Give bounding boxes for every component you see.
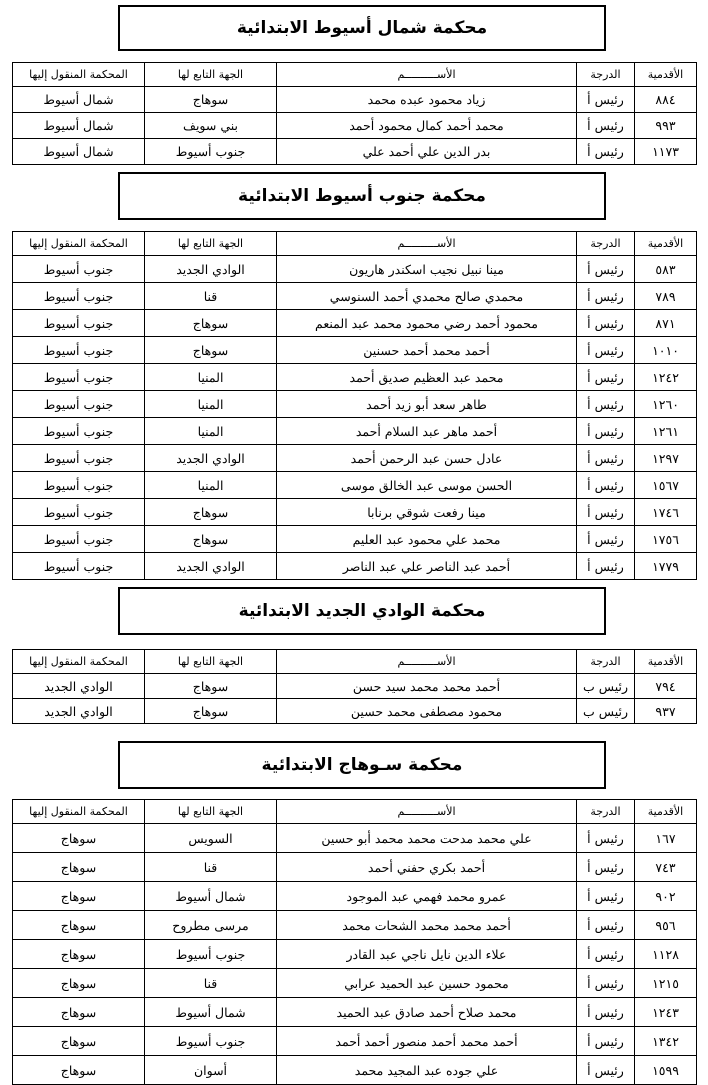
header-grade: الدرجة: [577, 800, 635, 824]
to-cell: جنوب أسيوط: [13, 553, 145, 580]
to-cell: جنوب أسيوط: [13, 445, 145, 472]
seniority-cell: ١٢٩٧: [635, 445, 697, 472]
grade-cell: رئيس أ: [577, 283, 635, 310]
header-grade: الدرجة: [577, 650, 635, 674]
table-row: [13, 445, 697, 472]
header-row: [13, 800, 697, 824]
seniority-cell: ١٢١٥: [635, 969, 697, 998]
section-title-text: محكمة الوادي الجديد الابتدائية: [238, 601, 486, 621]
from-cell: سوهاج: [145, 699, 277, 724]
header-name: الأســــــــــم: [277, 800, 577, 824]
to-cell: سوهاج: [13, 969, 145, 998]
section-title-sohag: [118, 741, 606, 789]
name-cell: أحمد محمد أحمد منصور أحمد أحمد: [277, 1027, 577, 1056]
table-sohag: [12, 799, 697, 1085]
to-cell: الوادي الجديد: [13, 699, 145, 724]
table-row: [13, 1056, 697, 1085]
to-cell: سوهاج: [13, 882, 145, 911]
seniority-cell: ١٥٦٧: [635, 472, 697, 499]
table-row: [13, 940, 697, 969]
seniority-cell: ١٣٤٢: [635, 1027, 697, 1056]
from-cell: سوهاج: [145, 337, 277, 364]
from-cell: قنا: [145, 969, 277, 998]
name-cell: محمد عبد العظيم صديق أحمد: [277, 364, 577, 391]
header-row: [13, 232, 697, 256]
name-cell: محمدي صالح محمدي أحمد السنوسي: [277, 283, 577, 310]
name-cell: مينا نبيل نجيب اسكندر هاريون: [277, 256, 577, 283]
seniority-cell: ١٠١٠: [635, 337, 697, 364]
seniority-cell: ٩٠٢: [635, 882, 697, 911]
header-from: الجهة التابع لها: [145, 232, 277, 256]
grade-cell: رئيس أ: [577, 139, 635, 165]
table-row: [13, 526, 697, 553]
to-cell: جنوب أسيوط: [13, 472, 145, 499]
header-row: [13, 650, 697, 674]
from-cell: جنوب أسيوط: [145, 940, 277, 969]
table-row: [13, 911, 697, 940]
from-cell: المنيا: [145, 418, 277, 445]
header-name: الأســــــــــم: [277, 63, 577, 87]
seniority-cell: ١١٧٣: [635, 139, 697, 165]
header-seniority: الأقدمية: [635, 63, 697, 87]
section-title-north-assiut: [118, 5, 606, 51]
grade-cell: رئيس أ: [577, 445, 635, 472]
name-cell: أحمد بكري حفني أحمد: [277, 853, 577, 882]
grade-cell: رئيس أ: [577, 113, 635, 139]
name-cell: أحمد عبد الناصر علي عبد الناصر: [277, 553, 577, 580]
from-cell: سوهاج: [145, 674, 277, 699]
seniority-cell: ١١٢٨: [635, 940, 697, 969]
table-north-assiut: [12, 62, 697, 165]
seniority-cell: ١٢٤٢: [635, 364, 697, 391]
table-row: [13, 853, 697, 882]
to-cell: الوادي الجديد: [13, 674, 145, 699]
header-from: الجهة التابع لها: [145, 800, 277, 824]
to-cell: سوهاج: [13, 824, 145, 853]
table-row: [13, 256, 697, 283]
from-cell: المنيا: [145, 364, 277, 391]
table-row: [13, 499, 697, 526]
from-cell: بني سويف: [145, 113, 277, 139]
table-row: [13, 310, 697, 337]
from-cell: شمال أسيوط: [145, 882, 277, 911]
from-cell: جنوب أسيوط: [145, 1027, 277, 1056]
name-cell: محمد أحمد كمال محمود أحمد: [277, 113, 577, 139]
name-cell: محمود حسين عبد الحميد عرابي: [277, 969, 577, 998]
header-from: الجهة التابع لها: [145, 63, 277, 87]
grade-cell: رئيس ب: [577, 674, 635, 699]
section-title-text: محكمة سـوهاج الابتدائية: [261, 755, 463, 775]
seniority-cell: ٧٨٩: [635, 283, 697, 310]
table-row: [13, 882, 697, 911]
name-cell: عادل حسن عبد الرحمن أحمد: [277, 445, 577, 472]
header-name: الأســــــــــم: [277, 232, 577, 256]
name-cell: محمود مصطفى محمد حسين: [277, 699, 577, 724]
table-row: [13, 139, 697, 165]
seniority-cell: ٧٩٤: [635, 674, 697, 699]
to-cell: شمال أسيوط: [13, 87, 145, 113]
to-cell: جنوب أسيوط: [13, 337, 145, 364]
name-cell: زياد محمود عبده محمد: [277, 87, 577, 113]
from-cell: الوادي الجديد: [145, 256, 277, 283]
table-row: [13, 1027, 697, 1056]
from-cell: قنا: [145, 853, 277, 882]
from-cell: سوهاج: [145, 87, 277, 113]
header-grade: الدرجة: [577, 63, 635, 87]
to-cell: جنوب أسيوط: [13, 526, 145, 553]
grade-cell: رئيس أ: [577, 969, 635, 998]
header-to: المحكمة المنقول إليها: [13, 63, 145, 87]
seniority-cell: ٩٥٦: [635, 911, 697, 940]
to-cell: جنوب أسيوط: [13, 391, 145, 418]
to-cell: سوهاج: [13, 853, 145, 882]
header-grade: الدرجة: [577, 232, 635, 256]
from-cell: شمال أسيوط: [145, 998, 277, 1027]
table-row: [13, 87, 697, 113]
table-row: [13, 364, 697, 391]
header-seniority: الأقدمية: [635, 650, 697, 674]
seniority-cell: ١٧٧٩: [635, 553, 697, 580]
grade-cell: رئيس أ: [577, 256, 635, 283]
name-cell: عمرو محمد فهمي عبد الموجود: [277, 882, 577, 911]
seniority-cell: ١٦٧: [635, 824, 697, 853]
seniority-cell: ٧٤٣: [635, 853, 697, 882]
table-row: [13, 113, 697, 139]
seniority-cell: ١٢٦٠: [635, 391, 697, 418]
grade-cell: رئيس ب: [577, 699, 635, 724]
to-cell: سوهاج: [13, 1027, 145, 1056]
to-cell: سوهاج: [13, 1056, 145, 1085]
to-cell: سوهاج: [13, 911, 145, 940]
seniority-cell: ٨٨٤: [635, 87, 697, 113]
seniority-cell: ٩٩٣: [635, 113, 697, 139]
name-cell: أحمد ماهر عبد السلام أحمد: [277, 418, 577, 445]
name-cell: مينا رفعت شوقي برنابا: [277, 499, 577, 526]
name-cell: محمود أحمد رضي محمود محمد عبد المنعم: [277, 310, 577, 337]
table-row: [13, 699, 697, 724]
seniority-cell: ١٥٩٩: [635, 1056, 697, 1085]
to-cell: شمال أسيوط: [13, 139, 145, 165]
name-cell: محمد صلاح أحمد صادق عبد الحميد: [277, 998, 577, 1027]
grade-cell: رئيس أ: [577, 1056, 635, 1085]
header-name: الأســــــــــم: [277, 650, 577, 674]
table-row: [13, 969, 697, 998]
name-cell: الحسن موسى عبد الخالق موسى: [277, 472, 577, 499]
to-cell: جنوب أسيوط: [13, 418, 145, 445]
grade-cell: رئيس أ: [577, 998, 635, 1027]
from-cell: أسوان: [145, 1056, 277, 1085]
from-cell: السويس: [145, 824, 277, 853]
table-south-assiut: [12, 231, 697, 580]
from-cell: سوهاج: [145, 526, 277, 553]
from-cell: جنوب أسيوط: [145, 139, 277, 165]
name-cell: بدر الدين علي أحمد علي: [277, 139, 577, 165]
table-row: [13, 391, 697, 418]
seniority-cell: ٥٨٣: [635, 256, 697, 283]
seniority-cell: ١٢٤٣: [635, 998, 697, 1027]
name-cell: علاء الدين نايل ناجي عبد القادر: [277, 940, 577, 969]
grade-cell: رئيس أ: [577, 418, 635, 445]
to-cell: سوهاج: [13, 940, 145, 969]
section-title-text: محكمة شمال أسيوط الابتدائية: [236, 18, 488, 38]
name-cell: أحمد محمد محمد سيد حسن: [277, 674, 577, 699]
name-cell: أحمد محمد أحمد حسنين: [277, 337, 577, 364]
to-cell: جنوب أسيوط: [13, 310, 145, 337]
seniority-cell: ٩٣٧: [635, 699, 697, 724]
grade-cell: رئيس أ: [577, 553, 635, 580]
grade-cell: رئيس أ: [577, 364, 635, 391]
header-seniority: الأقدمية: [635, 800, 697, 824]
seniority-cell: ١٢٦١: [635, 418, 697, 445]
to-cell: جنوب أسيوط: [13, 499, 145, 526]
grade-cell: رئيس أ: [577, 87, 635, 113]
table-row: [13, 472, 697, 499]
table-row: [13, 337, 697, 364]
name-cell: محمد علي محمود عبد العليم: [277, 526, 577, 553]
from-cell: قنا: [145, 283, 277, 310]
from-cell: مرسى مطروح: [145, 911, 277, 940]
header-seniority: الأقدمية: [635, 232, 697, 256]
grade-cell: رئيس أ: [577, 940, 635, 969]
table-row: [13, 283, 697, 310]
from-cell: المنيا: [145, 391, 277, 418]
table-row: [13, 824, 697, 853]
section-title-new-valley: [118, 587, 606, 635]
table-row: [13, 998, 697, 1027]
grade-cell: رئيس أ: [577, 1027, 635, 1056]
to-cell: جنوب أسيوط: [13, 364, 145, 391]
grade-cell: رئيس أ: [577, 882, 635, 911]
grade-cell: رئيس أ: [577, 853, 635, 882]
seniority-cell: ١٧٥٦: [635, 526, 697, 553]
table-row: [13, 418, 697, 445]
grade-cell: رئيس أ: [577, 391, 635, 418]
from-cell: سوهاج: [145, 499, 277, 526]
header-row: [13, 63, 697, 87]
header-from: الجهة التابع لها: [145, 650, 277, 674]
from-cell: الوادي الجديد: [145, 553, 277, 580]
table-new-valley: [12, 649, 697, 724]
header-to: المحكمة المنقول إليها: [13, 800, 145, 824]
grade-cell: رئيس أ: [577, 499, 635, 526]
name-cell: طاهر سعد أبو زيد أحمد: [277, 391, 577, 418]
name-cell: أحمد محمد محمد الشحات محمد: [277, 911, 577, 940]
section-title-south-assiut: [118, 172, 606, 220]
to-cell: سوهاج: [13, 998, 145, 1027]
grade-cell: رئيس أ: [577, 337, 635, 364]
to-cell: شمال أسيوط: [13, 113, 145, 139]
header-to: المحكمة المنقول إليها: [13, 650, 145, 674]
name-cell: علي محمد مدحت محمد محمد أبو حسين: [277, 824, 577, 853]
to-cell: جنوب أسيوط: [13, 283, 145, 310]
table-row: [13, 674, 697, 699]
grade-cell: رئيس أ: [577, 310, 635, 337]
grade-cell: رئيس أ: [577, 526, 635, 553]
seniority-cell: ٨٧١: [635, 310, 697, 337]
from-cell: سوهاج: [145, 310, 277, 337]
section-title-text: محكمة جنوب أسيوط الابتدائية: [238, 186, 486, 206]
from-cell: الوادي الجديد: [145, 445, 277, 472]
seniority-cell: ١٧٤٦: [635, 499, 697, 526]
grade-cell: رئيس أ: [577, 824, 635, 853]
grade-cell: رئيس أ: [577, 472, 635, 499]
header-to: المحكمة المنقول إليها: [13, 232, 145, 256]
to-cell: جنوب أسيوط: [13, 256, 145, 283]
from-cell: المنيا: [145, 472, 277, 499]
grade-cell: رئيس أ: [577, 911, 635, 940]
name-cell: علي جوده عبد المجيد محمد: [277, 1056, 577, 1085]
table-row: [13, 553, 697, 580]
